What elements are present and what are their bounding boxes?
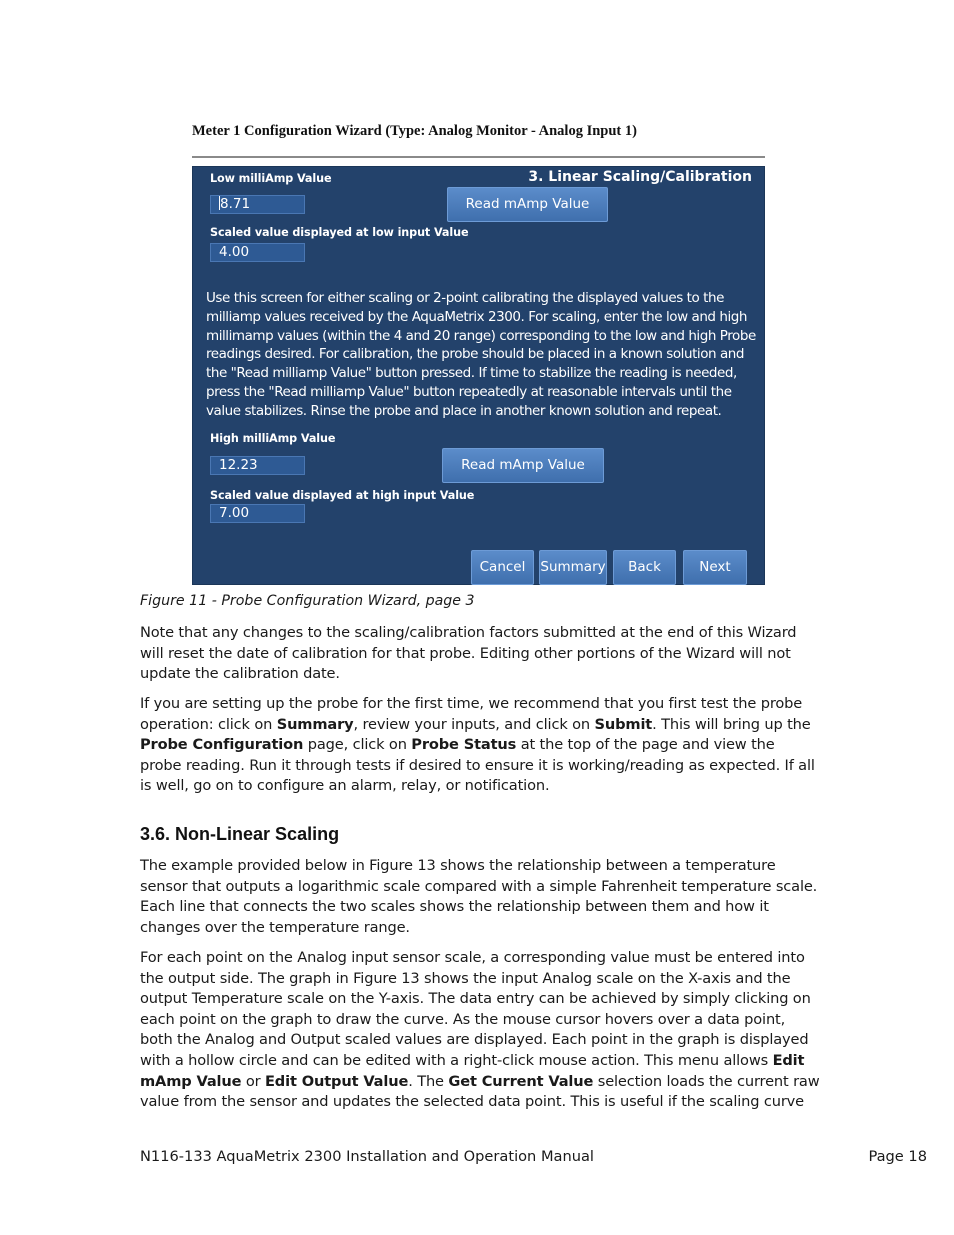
- next-button[interactable]: Next: [683, 550, 747, 585]
- paragraph-calibration-note: Note that any changes to the scaling/calibration factors submitted at the end of this Wizard will reset the date of calibration for that probe. Editing other portions of the Wizard will not update the calibration date.: [140, 624, 797, 683]
- figure-caption: Figure 11 - Probe Configuration Wizard, page 3: [140, 593, 475, 609]
- footer-page-number: Page 18: [868, 1148, 927, 1165]
- wizard-title-divider: [192, 156, 765, 158]
- high-scaled-label: Scaled value displayed at high input Value: [210, 489, 475, 502]
- summary-button[interactable]: Summary: [539, 550, 607, 585]
- low-milliamp-label: Low milliAmp Value: [210, 172, 332, 185]
- footer-manual-title: N116-133 AquaMetrix 2300 Installation and Operation Manual: [140, 1148, 594, 1165]
- paragraph-nonlinear-example: The example provided below in Figure 13 shows the relationship between a temperature sensor that outputs a logarithmic scale compared with a simple Fahrenheit temperature scale. Each line that connects the two scales shows the relationship between them and how it changes over the temperature range.: [140, 857, 818, 936]
- low-milliamp-value: 8.71: [220, 196, 251, 212]
- low-read-mamp-button[interactable]: Read mAmp Value: [447, 187, 608, 222]
- wizard-panel: [192, 166, 765, 585]
- paragraph-first-time-setup: If you are setting up the probe for the first time, we recommend that you first test the probe operation: click on Summary, review your inputs, and click on Submit. This will bring up the Probe Configuration page, click on Probe Status at the top of the page and view the probe reading. Run it through tests if desired to ensure it is working/reading as expected. If all is well, go on to configure an alarm, relay, or notification.: [140, 695, 815, 795]
- cancel-button[interactable]: Cancel: [471, 550, 534, 585]
- low-milliamp-input[interactable]: [210, 195, 305, 214]
- high-read-mamp-button[interactable]: Read mAmp Value: [442, 448, 604, 483]
- wizard-title: Meter 1 Configuration Wizard (Type: Analog Monitor - Analog Input 1): [192, 123, 637, 139]
- low-scaled-input[interactable]: 4.00: [210, 243, 305, 262]
- high-milliamp-label: High milliAmp Value: [210, 432, 336, 445]
- back-button[interactable]: Back: [613, 550, 676, 585]
- help-text: Use this screen for either scaling or 2-point calibrating the displayed values to the milliamp values received by the AquaMetrix 2300. For scaling, enter the low and high millimamp values (within the 4 and 20 range) corresponding to the low and high Probe readings desired. For calibration, the probe should be placed in a known solution and the "Read milliamp Value" button pressed. If time to stabilize the reading is needed, press the "Read milliamp Value" button repeatedly at reasonable intervals until the value stabilizes. Rinse the probe and place in another known solution and repeat.: [206, 290, 756, 419]
- paragraph-data-entry: For each point on the Analog input sensor scale, a corresponding value must be entered into the output side. The graph in Figure 13 shows the input Analog scale on the X-axis and the output Temperature scale on the Y-axis. The data entry can be achieved by simply clicking on each point on the graph to draw the curve. As the mouse cursor hovers over a data point, both the Analog and Output scaled values are displayed. Each point in the graph is displayed with a hollow circle and can be edited with a right-click mouse action. This menu allows Edit mAmp Value or Edit Output Value. The Get Current Value selection loads the current raw value from the sensor and updates the selected data point. This is useful if the scaling curve: [140, 949, 820, 1111]
- section-heading: 3.6. Non-Linear Scaling: [140, 824, 340, 844]
- high-milliamp-input[interactable]: 12.23: [210, 456, 305, 475]
- high-scaled-input[interactable]: 7.00: [210, 504, 305, 523]
- step-title: 3. Linear Scaling/Calibration: [528, 169, 752, 185]
- low-scaled-label: Scaled value displayed at low input Value: [210, 226, 469, 239]
